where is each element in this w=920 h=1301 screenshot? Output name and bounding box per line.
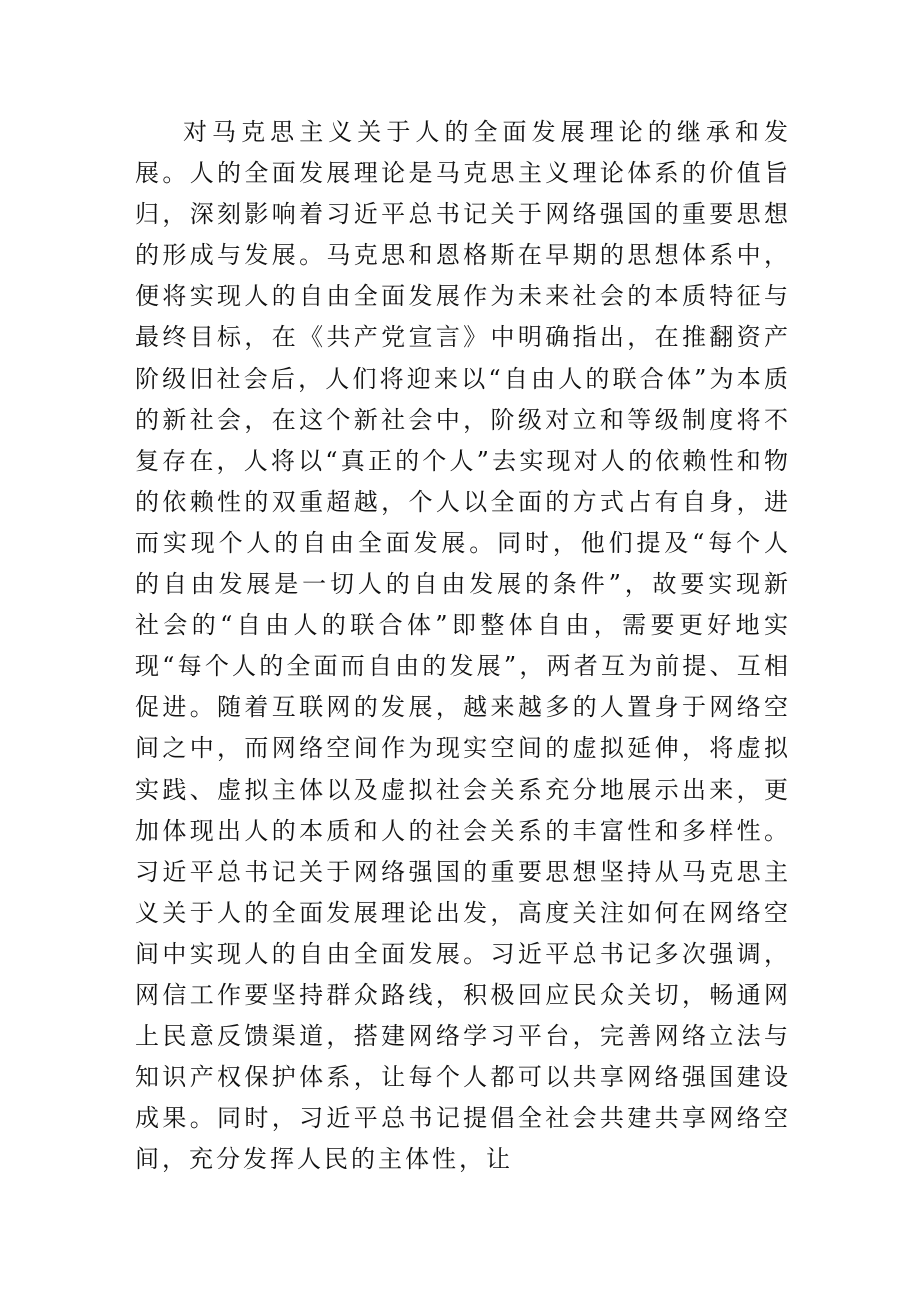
body-paragraph: 对马克思主义关于人的全面发展理论的继承和发展。人的全面发展理论是马克思主义理论体系的价值旨归，深刻影响着习近平总书记关于网络强国的重要思想的形成与发展。马克思和恩格斯在早期的思想体系中，便将实现人的自由全面发展作为未来社会的本质特征与最终目标，在《共产党宣言》中明确指出，在推翻资产阶级旧社会后，人们将迎来以“自由人的联合体”为本质的新社会，在这个新社会中，阶级对立和等级制度将不复存在，人将以“真正的个人”去实现对人的依赖性和物的依赖性的双重超越，个人以全面的方式占有自身，进而实现个人的自由全面发展。同时，他们提及“每个人的自由发展是一切人的自由发展的条件”，故要实现新社会的“自由人的联合体”即整体自由，需要更好地实现“每个人的全面而自由的发展”，两者互为前提、互相促进。随着互联网的发展，越来越多的人置身于网络空间之中，而网络空间作为现实空间的虚拟延伸，将虚拟实践、虚拟主体以及虚拟社会关系充分地展示出来，更加体现出人的本质和人的社会关系的丰富性和多样性。习近平总书记关于网络强国的重要思想坚持从马克思主义关于人的全面发展理论出发，高度关注如何在网络空间中实现人的自由全面发展。习近平总书记多次强调，网信工作要坚持群众路线，积极回应民众关切，畅通网上民意反馈渠道，搭建网络学习平台，完善网络立法与知识产权保护体系，让每个人都可以共享网络强国建设成果。同时，习近平总书记提倡全社会共建共享网络空间，充分发挥人民的主体性，让: [135, 118, 791, 1174]
